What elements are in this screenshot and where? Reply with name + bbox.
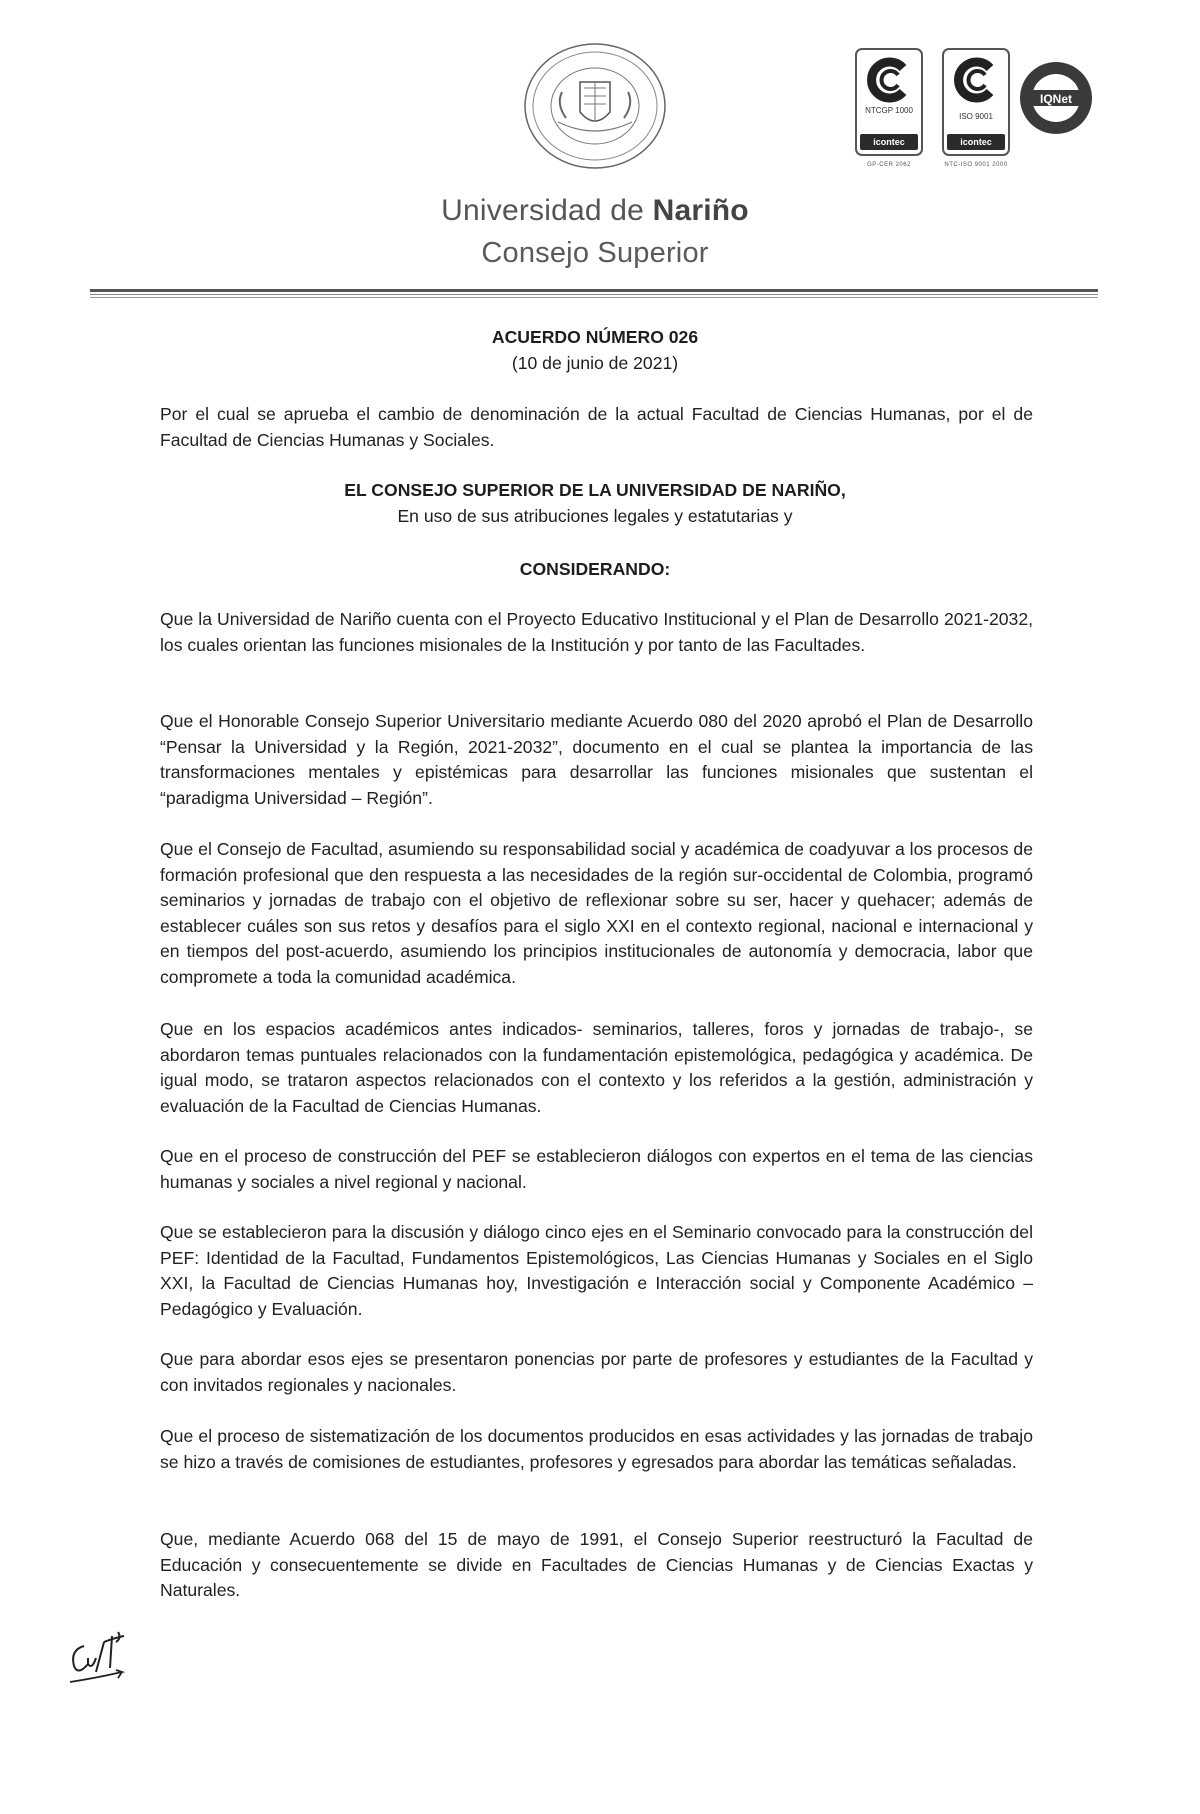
cert-code-iso: ISO 9001 [959, 112, 993, 121]
consideration-paragraph-1: Que la Universidad de Nariño cuenta con el Proyecto Educativo Institucional y el Plan de Desarrollo 2021-2032, los cuales orientan las funciones misionales de la Institución y por tanto de las Facultades. [160, 609, 1033, 655]
consideration-paragraph-5: Que en el proceso de construcción del PEF se establecieron diálogos con expertos en el tema de las ciencias humanas y sociales a nivel regional y nacional. [160, 1146, 1033, 1192]
ntcgp-certificate-logo [855, 48, 923, 156]
header-divider [90, 289, 1098, 292]
considering-heading: CONSIDERANDO: [519, 559, 671, 579]
agreement-purpose: Por el cual se aprueba el cambio de denominación de la actual Facultad de Ciencias Humanas, por el de Facultad de Ciencias Humanas y Sociales. [160, 404, 1033, 450]
issuer-heading: EL CONSEJO SUPERIOR DE LA UNIVERSIDAD DE NARIÑO, [344, 480, 846, 500]
university-seal [522, 42, 668, 170]
consideration-paragraph-9: Que, mediante Acuerdo 068 del 15 de mayo de 1991, el Consejo Superior reestructuró la Facultad de Educación y consecuentemente se divide en Facultades de Ciencias Humanas y de Ciencias Exactas y Naturales. [160, 1529, 1033, 1601]
icontec-mark-icon [952, 56, 1000, 104]
icontec-brand-label: icontec [947, 134, 1005, 150]
iso9001-certificate-logo [942, 48, 1010, 156]
cert-norm-iso: NTC-ISO 9001 2000 [944, 162, 1008, 168]
consideration-paragraph-2: Que el Honorable Consejo Superior Universitario mediante Acuerdo 080 del 2020 aprobó el Plan de Desarrollo “Pensar la Universidad y la Región, 2021-2032”, documento en el cual se plantea la importancia de las transformaciones mentales y epistémicas para desarrollar las funciones misionales que sustentan el “paradigma Universidad – Región”. [160, 711, 1033, 808]
consideration-paragraph-7: Que para abordar esos ejes se presentaron ponencias por parte de profesores y estudiantes de la Facultad y con invitados regionales y nacionales. [160, 1349, 1033, 1395]
university-name [0, 194, 1190, 228]
header-divider-thin [90, 294, 1098, 295]
cert-code-ntcgp: NTCGP 1000 [865, 106, 913, 115]
agreement-title: ACUERDO NÚMERO 026 [491, 327, 699, 347]
certification-logos [855, 48, 1095, 178]
agreement-date: (10 de junio de 2021) [511, 353, 679, 373]
consideration-paragraph-4: Que en los espacios académicos antes indicados- seminarios, talleres, foros y jornadas de trabajo-, se abordaron temas puntuales relacionados con la fundamentación epistemológica, pedagógica y académica. De igual modo, se trataron aspectos relacionados con el contexto y los referidos a la gestión, administración y evaluación de la Facultad de Ciencias Humanas. [160, 1019, 1033, 1116]
consideration-paragraph-8: Que el proceso de sistematización de los documentos producidos en esas actividades y las jornadas de trabajo se hizo a través de comisiones de estudiantes, profesores y egresados para abordar las temáticas señaladas. [160, 1426, 1033, 1472]
header-divider-thin [90, 297, 1098, 298]
issuer-subheading: En uso de sus atribuciones legales y estatutarias y [397, 506, 793, 526]
consideration-paragraph-6: Que se establecieron para la discusión y diálogo cinco ejes en el Seminario convocado para la construcción del PEF: Identidad de la Facultad, Fundamentos Epistemológicos, Las Ciencias Humanas y Sociales en el Siglo XXI, la Facultad de Ciencias Humanas hoy, Investigación e Interacción social y Componente Académico – Pedagógico y Evaluación. [160, 1222, 1033, 1319]
council-name: Consejo Superior [481, 237, 709, 269]
handwritten-initials [66, 1628, 136, 1688]
iqnet-label: IQNet [1039, 92, 1073, 106]
university-name-bold: Nariño [652, 194, 749, 227]
cert-norm-ntcgp: GP-CER 2062 [867, 162, 911, 168]
consideration-paragraph-3: Que el Consejo de Facultad, asumiendo su responsabilidad social y académica de coadyuvar a los procesos de formación profesional que den respuesta a las necesidades de la región sur-occidental de Colombia, programó seminarios y jornadas de trabajo con el objetivo de reflexionar sobre su ser, hacer y quehacer; además de establecer cuáles son sus retos y desafíos para el siglo XXI en el contexto regional, nacional e internacional y en tiempos del post-acuerdo, asumiendo los principios institucionales de autonomía y democracia, labor que compromete a toda la comunidad académica. [160, 839, 1033, 987]
university-prefix: Universidad de [441, 194, 653, 227]
iqnet-logo [1018, 60, 1094, 136]
icontec-mark-icon [865, 56, 913, 104]
icontec-brand-label: icontec [860, 134, 918, 150]
